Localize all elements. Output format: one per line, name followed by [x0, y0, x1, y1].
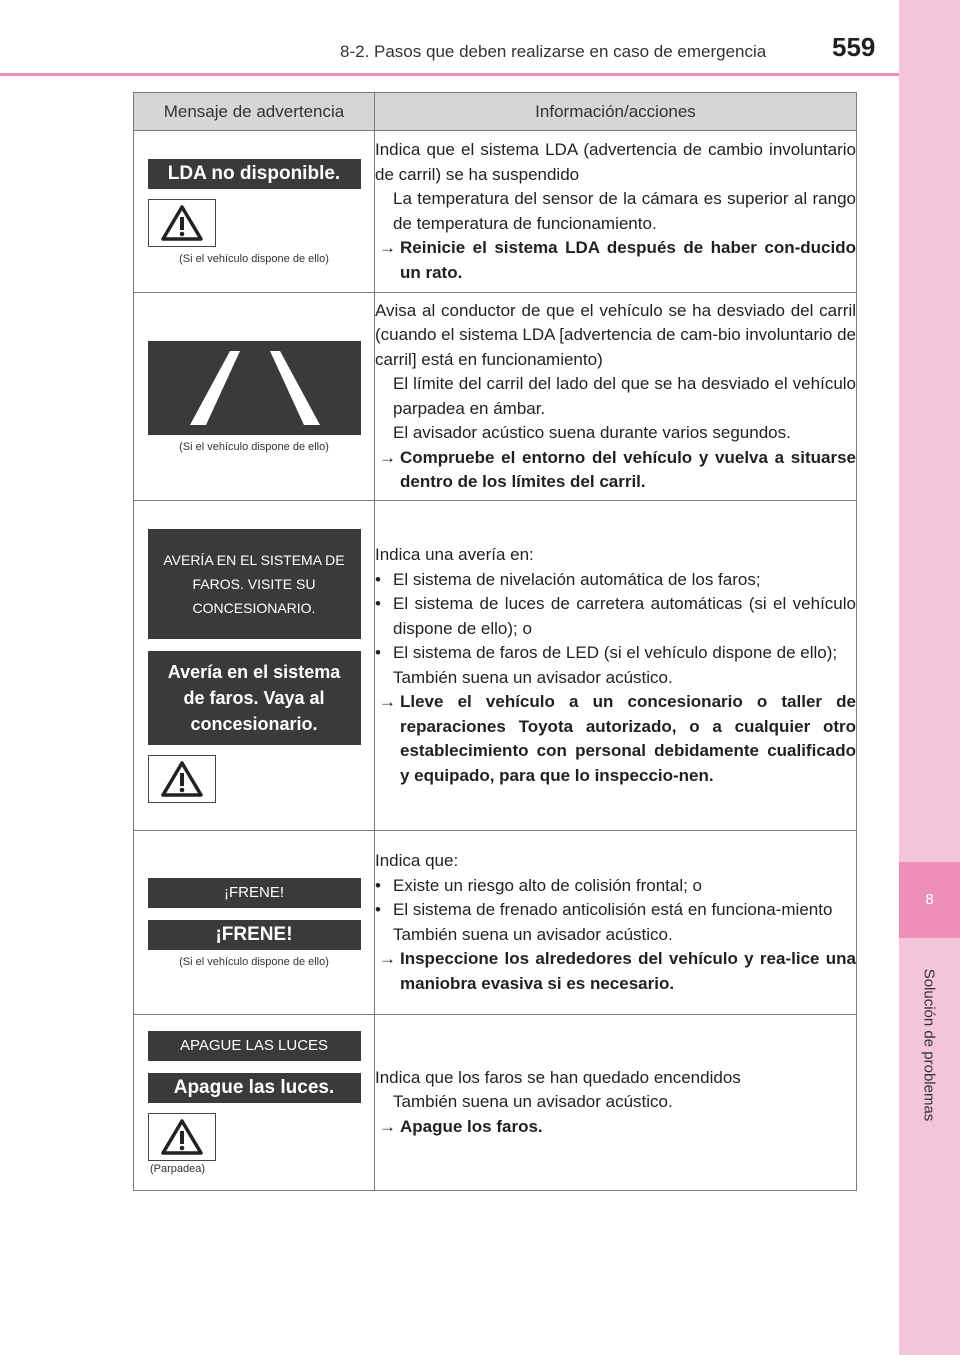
message-caption: (Si el vehículo dispone de ello): [179, 440, 329, 453]
info-action: → Lleve el vehículo a un concesionario o taller de reparaciones Toyota autorizado, o a cualquier otro establecimiento con personal debidamente cualificado y equipado, para que lo inspeccio-nen.: [375, 690, 856, 788]
message-cell: [134, 831, 375, 1015]
info-cell: [375, 293, 857, 501]
info-cell: [375, 131, 857, 293]
table-header-row: [134, 93, 857, 131]
table-row: [134, 831, 857, 1015]
info-cell: [375, 1015, 857, 1191]
info-detail: También suena un avisador acústico.: [393, 667, 673, 687]
message-caption: (Parpadea): [150, 1162, 206, 1175]
info-bullet: • Existe un riesgo alto de colisión frontal; o: [375, 875, 703, 895]
warning-table: [133, 92, 857, 1191]
brake-display: ¡FRENE!: [148, 920, 361, 950]
message-caption: (Si el vehículo dispone de ello): [179, 252, 329, 265]
warning-triangle-icon: [148, 1113, 216, 1161]
info-intro: Indica una avería en:: [375, 545, 534, 564]
arrow-icon: →: [379, 447, 396, 467]
message-cell: [134, 131, 375, 293]
lights-off-display: Apague las luces.: [148, 1073, 361, 1103]
arrow-icon: →: [379, 949, 396, 968]
info-bullet: • El sistema de luces de carretera automáticas (si el vehículo dispone de ello); o: [375, 594, 856, 638]
table-row: [134, 131, 857, 293]
warning-triangle-icon: [148, 755, 216, 803]
chapter-sidebar: [899, 0, 960, 1355]
info-bullet: • El sistema de frenado anticolisión está en funciona-miento: [375, 900, 833, 919]
info-detail: La temperatura del sensor de la cámara es superior al rango de temperatura de funcionamiento.: [393, 189, 856, 233]
info-intro: Indica que:: [375, 851, 459, 870]
arrow-icon: →: [379, 1116, 396, 1136]
message-caption: (Si el vehículo dispone de ello): [179, 955, 329, 968]
lda-unavailable-display: LDA no disponible.: [148, 159, 361, 189]
arrow-icon: →: [379, 692, 396, 711]
page-number: 559: [832, 32, 876, 62]
table-row: [134, 293, 857, 501]
message-cell: [134, 293, 375, 501]
table-row: [134, 501, 857, 831]
info-bullet: • El sistema de nivelación automática de los faros;: [375, 569, 761, 589]
lights-off-display-caps: APAGUE LAS LUCES: [148, 1031, 361, 1061]
headlight-fault-display: Avería en el sistema de faros. Vaya al concesionario.: [148, 651, 361, 745]
info-detail: El avisador acústico suena durante varios segundos.: [393, 423, 791, 442]
header-divider: [0, 73, 899, 76]
info-action: → Inspeccione los alrededores del vehículo y rea-lice una maniobra evasiva si es necesario.: [375, 947, 856, 996]
info-cell: [375, 831, 857, 1015]
chapter-number-tab[interactable]: 8: [899, 862, 960, 938]
chapter-label: Solución de problemas: [920, 968, 938, 1122]
col-header-info: Información/acciones: [375, 93, 857, 131]
info-detail: También suena un avisador acústico.: [393, 1092, 673, 1112]
info-cell: [375, 501, 857, 831]
lane-departure-display: [148, 341, 361, 435]
message-cell: [134, 1015, 375, 1191]
info-intro: Indica que los faros se han quedado encendidos: [375, 1067, 741, 1087]
brake-display-caps: ¡FRENE!: [148, 878, 361, 908]
col-header-message: Mensaje de advertencia: [134, 93, 375, 131]
info-intro: Avisa al conductor de que el vehículo se ha desviado del carril (cuando el sistema LDA [advertencia de cam-bio involuntario de carril] está en funcionamiento): [375, 300, 856, 369]
info-action: → Reinicie el sistema LDA después de haber con-ducido un rato.: [375, 236, 856, 285]
message-cell: [134, 501, 375, 831]
section-title: 8-2. Pasos que deben realizarse en caso de emergencia: [340, 42, 767, 61]
arrow-icon: →: [379, 238, 396, 257]
info-action: → Apague los faros.: [375, 1115, 856, 1140]
table-row: [134, 1015, 857, 1191]
lane-lines-icon: [148, 341, 361, 435]
info-bullet: • El sistema de faros de LED (si el vehículo dispone de ello);: [375, 643, 838, 662]
info-intro: Indica que el sistema LDA (advertencia de cambio involuntario de carril) se ha suspendido: [375, 140, 856, 184]
info-detail: El límite del carril del lado del que se ha desviado el vehículo parpadea en ámbar.: [393, 374, 856, 418]
headlight-fault-display-caps: AVERÍA EN EL SISTEMA DE FAROS. VISITE SU CONCESIONARIO.: [148, 529, 361, 639]
info-action: → Compruebe el entorno del vehículo y vuelva a situarse dentro de los límites del carril.: [375, 446, 856, 495]
warning-triangle-icon: [148, 199, 216, 247]
info-detail: También suena un avisador acústico.: [393, 924, 673, 944]
